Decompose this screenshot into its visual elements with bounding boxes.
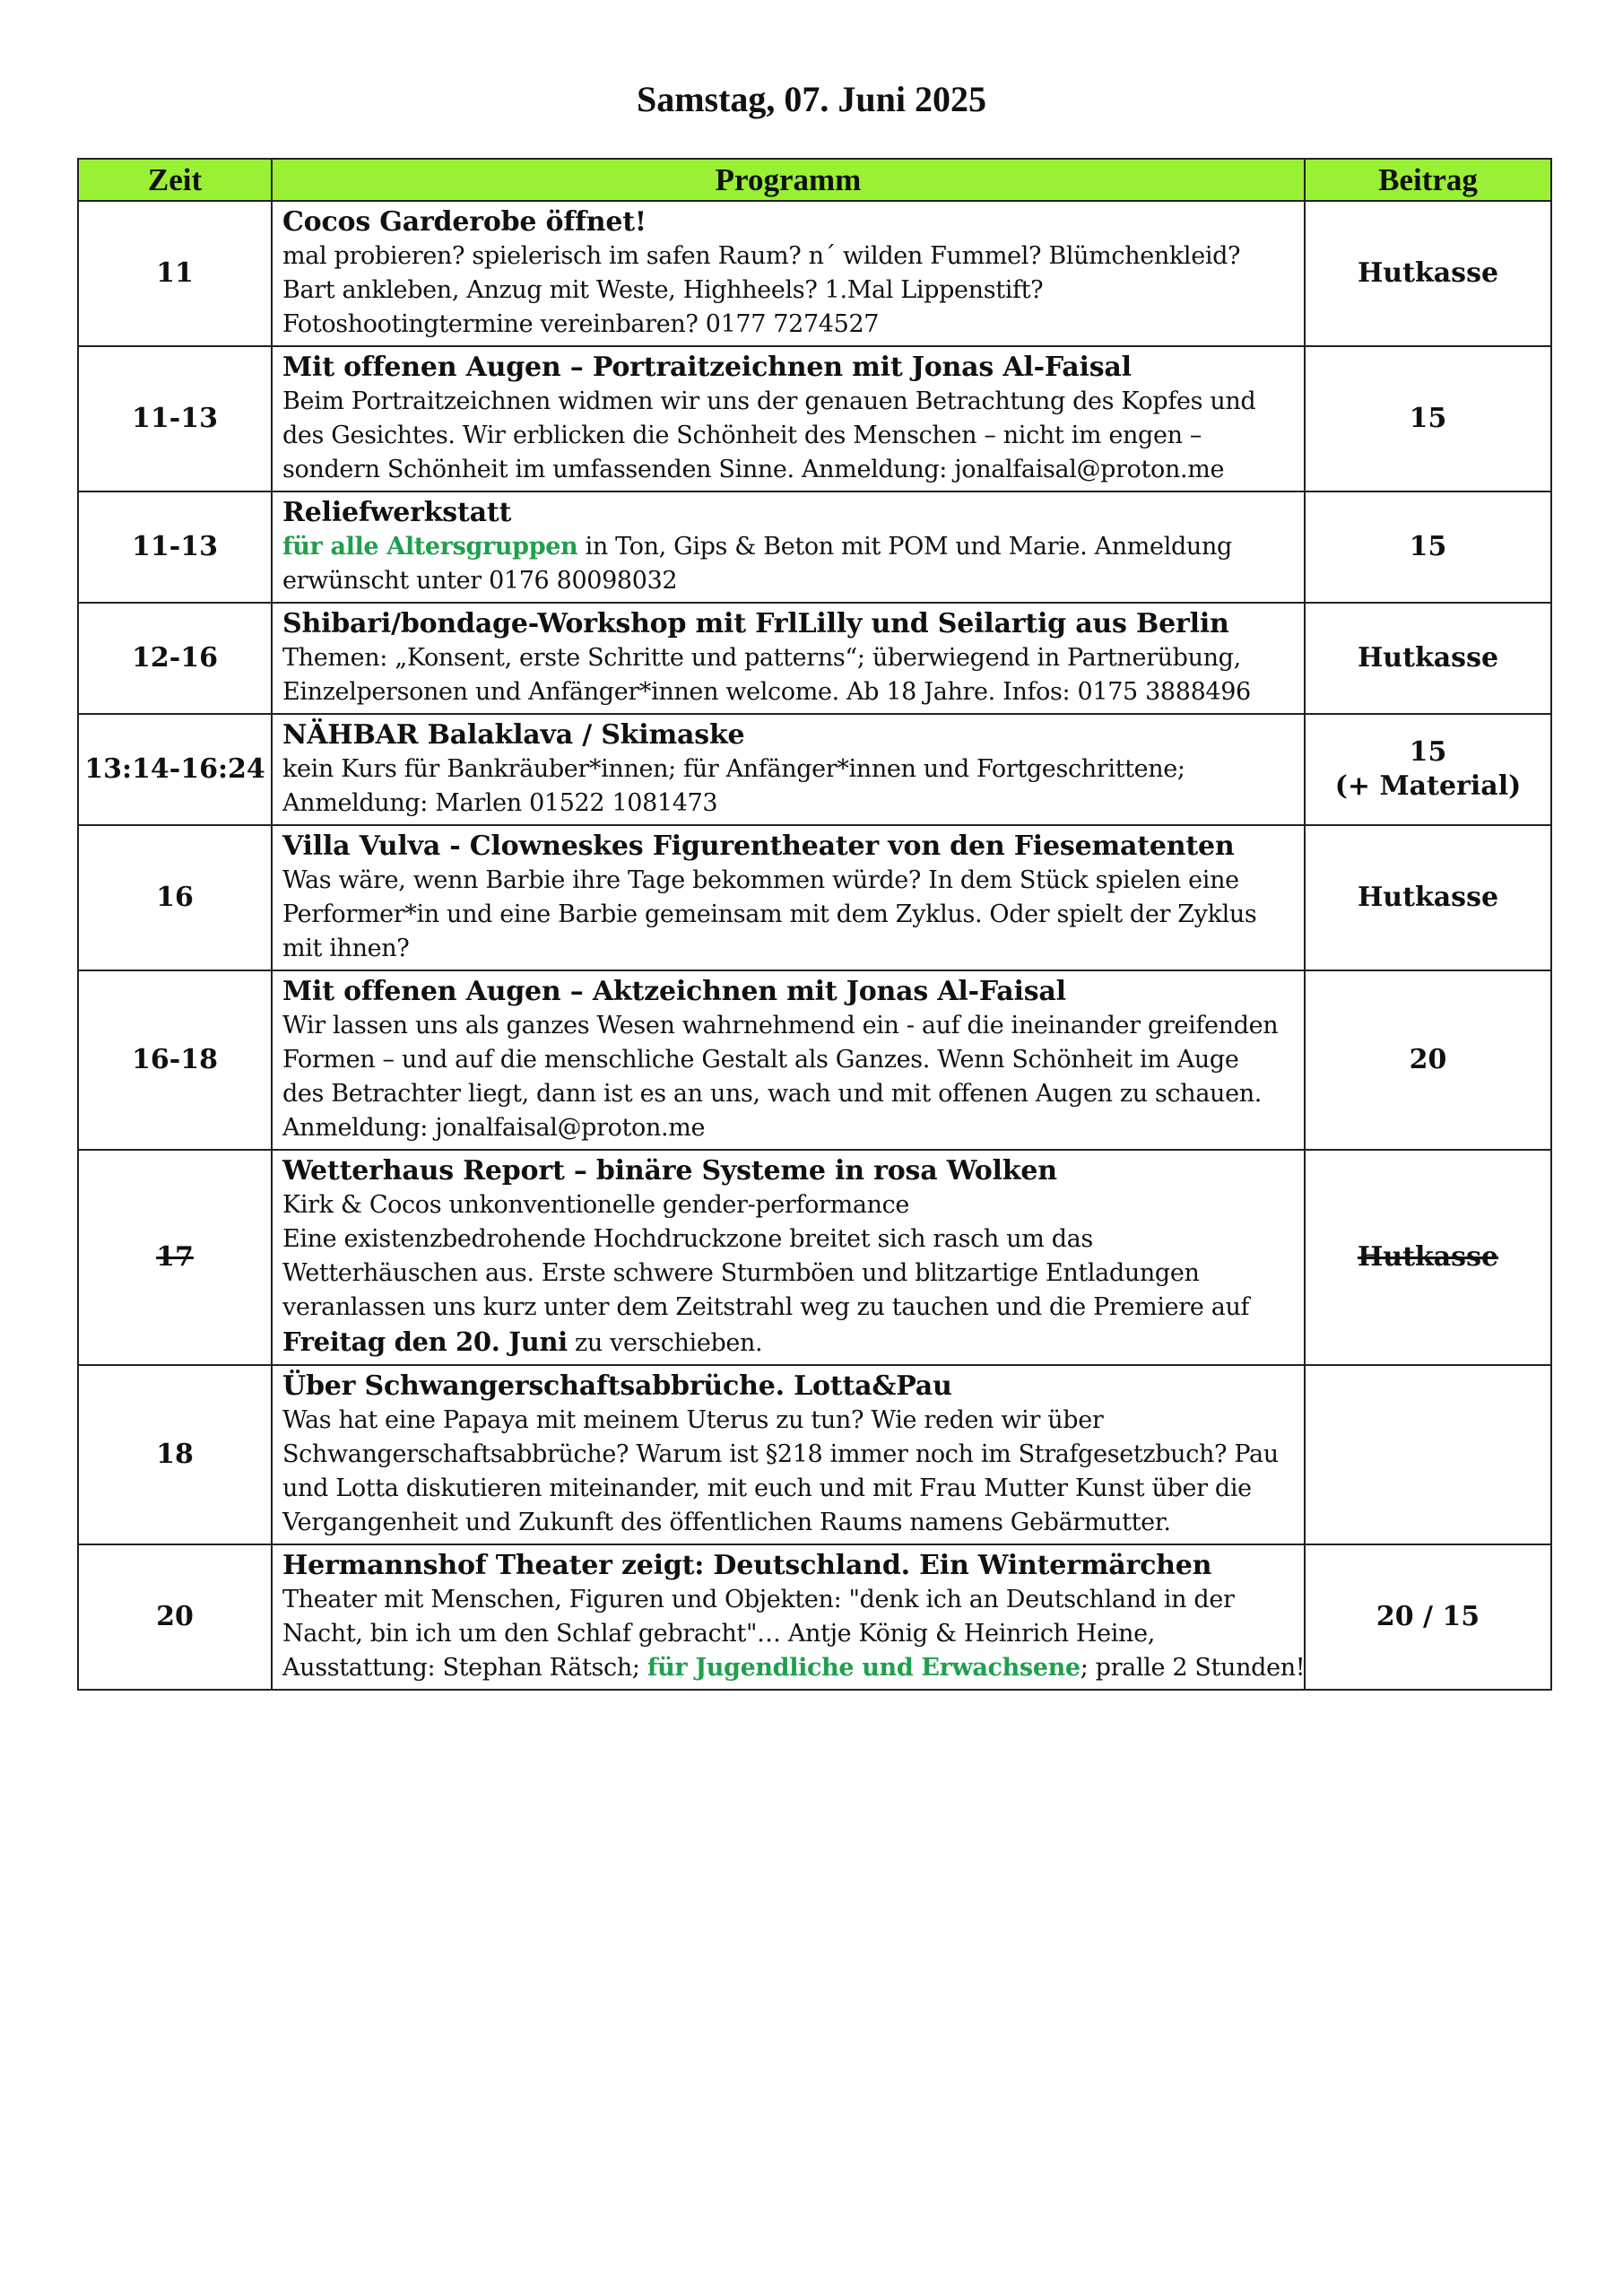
row-program <box>272 346 1305 491</box>
event-title: Villa Vulva - Clowneskes Figurentheater von den Fiesematenten <box>282 831 1235 862</box>
header-time: Zeit <box>78 159 272 201</box>
row-time: 13:14-16:24 <box>78 714 272 825</box>
audience-highlight: für Jugendliche und Erwachsene <box>647 1654 1081 1682</box>
row-fee: 20 / 15 <box>1305 1544 1551 1690</box>
event-description-line: veranlassen uns kurz unter dem Zeitstrahl weg zu tauchen und die Premiere auf <box>282 1293 1250 1321</box>
row-fee: 15 <box>1305 346 1551 491</box>
event-description-line: mit ihnen? <box>282 935 410 962</box>
row-program <box>272 970 1305 1150</box>
table-row <box>78 714 1551 825</box>
event-description-line: kein Kurs für Bankräuber*innen; für Anfänger*innen und Fortgeschrittene; <box>282 755 1185 783</box>
cancelled-fee: Hutkasse <box>1357 1241 1499 1273</box>
event-description-line: Themen: „Konsent, erste Schritte und patterns“; überwiegend in Partnerübung, <box>282 644 1241 672</box>
table-header-row <box>78 159 1551 201</box>
table-row <box>78 1150 1551 1365</box>
event-description-line: des Gesichtes. Wir erblicken die Schönheit des Menschen – nicht im engen – <box>282 422 1202 449</box>
table-row <box>78 201 1551 346</box>
row-program <box>272 201 1305 346</box>
event-description-line: Schwangerschaftsabbrüche? Warum ist §218 immer noch im Strafgesetzbuch? Pau <box>282 1440 1279 1468</box>
page-title: Samstag, 07. Juni 2025 <box>636 79 987 119</box>
row-program <box>272 1544 1305 1690</box>
program-table <box>77 158 1552 1691</box>
event-description-line: Wir lassen uns als ganzes Wesen wahrnehmend ein - auf die ineinander greifenden <box>282 1012 1279 1039</box>
event-title: Über Schwangerschaftsabbrüche. Lotta&Pau <box>282 1370 952 1402</box>
event-description-text: Ausstattung: Stephan Rätsch; <box>282 1654 647 1682</box>
row-fee: Hutkasse <box>1305 603 1551 714</box>
event-description-line: sondern Schönheit im umfassenden Sinne. Anmeldung: jonalfaisal@proton.me <box>282 456 1225 483</box>
event-description-line: erwünscht unter 0176 80098032 <box>282 567 678 595</box>
event-description-line: Beim Portraitzeichnen widmen wir uns der genauen Betrachtung des Kopfes und <box>282 387 1256 415</box>
event-description-line: Performer*in und eine Barbie gemeinsam mit dem Zyklus. Oder spielt der Zyklus <box>282 900 1257 928</box>
event-description-text: ; pralle 2 Stunden! <box>1080 1654 1306 1682</box>
table-row <box>78 825 1551 970</box>
event-title: Hermannshof Theater zeigt: Deutschland. Ein Wintermärchen <box>282 1550 1212 1581</box>
row-program <box>272 491 1305 603</box>
event-description-line: Bart ankleben, Anzug mit Weste, Highheels? 1.Mal Lippenstift? <box>282 276 1044 304</box>
row-program <box>272 1150 1305 1365</box>
table-row <box>78 970 1551 1150</box>
cancelled-time: 17 <box>156 1241 194 1273</box>
table-row <box>78 491 1551 603</box>
event-description-text: zu verschieben. <box>567 1329 763 1357</box>
event-description-text: in Ton, Gips & Beton mit POM und Marie. Anmeldung <box>577 533 1232 561</box>
row-fee <box>1305 1365 1551 1544</box>
age-group-highlight: für alle Altersgruppen <box>282 533 578 561</box>
row-fee: Hutkasse <box>1305 201 1551 346</box>
row-fee: 15 <box>1305 491 1551 603</box>
event-description-line: Nacht, bin ich um den Schlaf gebracht"… Antje König & Heinrich Heine, <box>282 1620 1155 1648</box>
fee-amount: 15 <box>1409 736 1447 768</box>
event-title: Mit offenen Augen – Portraitzeichnen mit Jonas Al-Faisal <box>282 352 1132 383</box>
event-description-line: des Betrachter liegt, dann ist es an uns, wach und mit offenen Augen zu schauen. <box>282 1080 1262 1108</box>
event-title: Shibari/bondage-Workshop mit FrlLilly und Seilartig aus Berlin <box>282 608 1229 639</box>
row-program <box>272 825 1305 970</box>
event-description-line: Anmeldung: jonalfaisal@proton.me <box>282 1114 706 1142</box>
table-row <box>78 603 1551 714</box>
row-fee: Hutkasse <box>1305 825 1551 970</box>
row-time: 12-16 <box>78 603 272 714</box>
row-time: 20 <box>78 1544 272 1690</box>
event-description-line: Einzelpersonen und Anfänger*innen welcome. Ab 18 Jahre. Infos: 0175 3888496 <box>282 678 1251 706</box>
row-program <box>272 1365 1305 1544</box>
event-description-line: Kirk & Cocos unkonventionelle gender-performance <box>282 1191 910 1219</box>
row-time: 11-13 <box>78 346 272 491</box>
row-fee <box>1305 1150 1551 1365</box>
header-program: Programm <box>272 159 1305 201</box>
event-description-line: Vergangenheit und Zukunft des öffentlichen Raums namens Gebärmutter. <box>282 1509 1171 1536</box>
table-row <box>78 1544 1551 1690</box>
table-row <box>78 346 1551 491</box>
row-time: 16-18 <box>78 970 272 1150</box>
row-program <box>272 714 1305 825</box>
event-description-line: und Lotta diskutieren miteinander, mit euch und mit Frau Mutter Kunst über die <box>282 1474 1252 1502</box>
row-program <box>272 603 1305 714</box>
row-fee <box>1305 714 1551 825</box>
event-description-line: Was hat eine Papaya mit meinem Uterus zu tun? Wie reden wir über <box>282 1406 1104 1434</box>
event-title: NÄHBAR Balaklava / Skimaske <box>282 719 745 751</box>
event-description-line: mal probieren? spielerisch im safen Raum? n´ wilden Fummel? Blümchenkleid? <box>282 242 1241 270</box>
header-fee: Beitrag <box>1305 159 1551 201</box>
event-description-line <box>282 1651 1306 1685</box>
row-time: 18 <box>78 1365 272 1544</box>
event-description-line: Was wäre, wenn Barbie ihre Tage bekommen würde? In dem Stück spielen eine <box>282 866 1239 894</box>
event-title: Reliefwerkstatt <box>282 497 512 528</box>
new-date-highlight: Freitag den 20. Juni <box>282 1326 568 1357</box>
event-description-line: Wetterhäuschen aus. Erste schwere Sturmböen und blitzartige Entladungen <box>282 1259 1200 1287</box>
row-fee: 20 <box>1305 970 1551 1150</box>
event-description-line: Fotoshootingtermine vereinbaren? 0177 7274527 <box>282 310 880 338</box>
event-description-line: Formen – und auf die menschliche Gestalt als Ganzes. Wenn Schönheit im Auge <box>282 1046 1239 1074</box>
table-row <box>78 1365 1551 1544</box>
event-description-line: Theater mit Menschen, Figuren und Objekten: "denk ich an Deutschland in der <box>282 1586 1235 1613</box>
row-time: 11-13 <box>78 491 272 603</box>
event-title: Wetterhaus Report – binäre Systeme in rosa Wolken <box>282 1155 1057 1187</box>
row-time: 16 <box>78 825 272 970</box>
event-description-line: Eine existenzbedrohende Hochdruckzone breitet sich rasch um das <box>282 1225 1093 1253</box>
row-time: 11 <box>78 201 272 346</box>
event-description-line <box>282 530 1298 564</box>
fee-note: (+ Material) <box>1334 770 1522 802</box>
event-description-line <box>282 1325 1298 1361</box>
event-description-line: Anmeldung: Marlen 01522 1081473 <box>282 789 718 817</box>
row-time <box>78 1150 272 1365</box>
event-title: Mit offenen Augen – Aktzeichnen mit Jonas Al-Faisal <box>282 976 1066 1007</box>
event-title: Cocos Garderobe öffnet! <box>282 206 647 238</box>
